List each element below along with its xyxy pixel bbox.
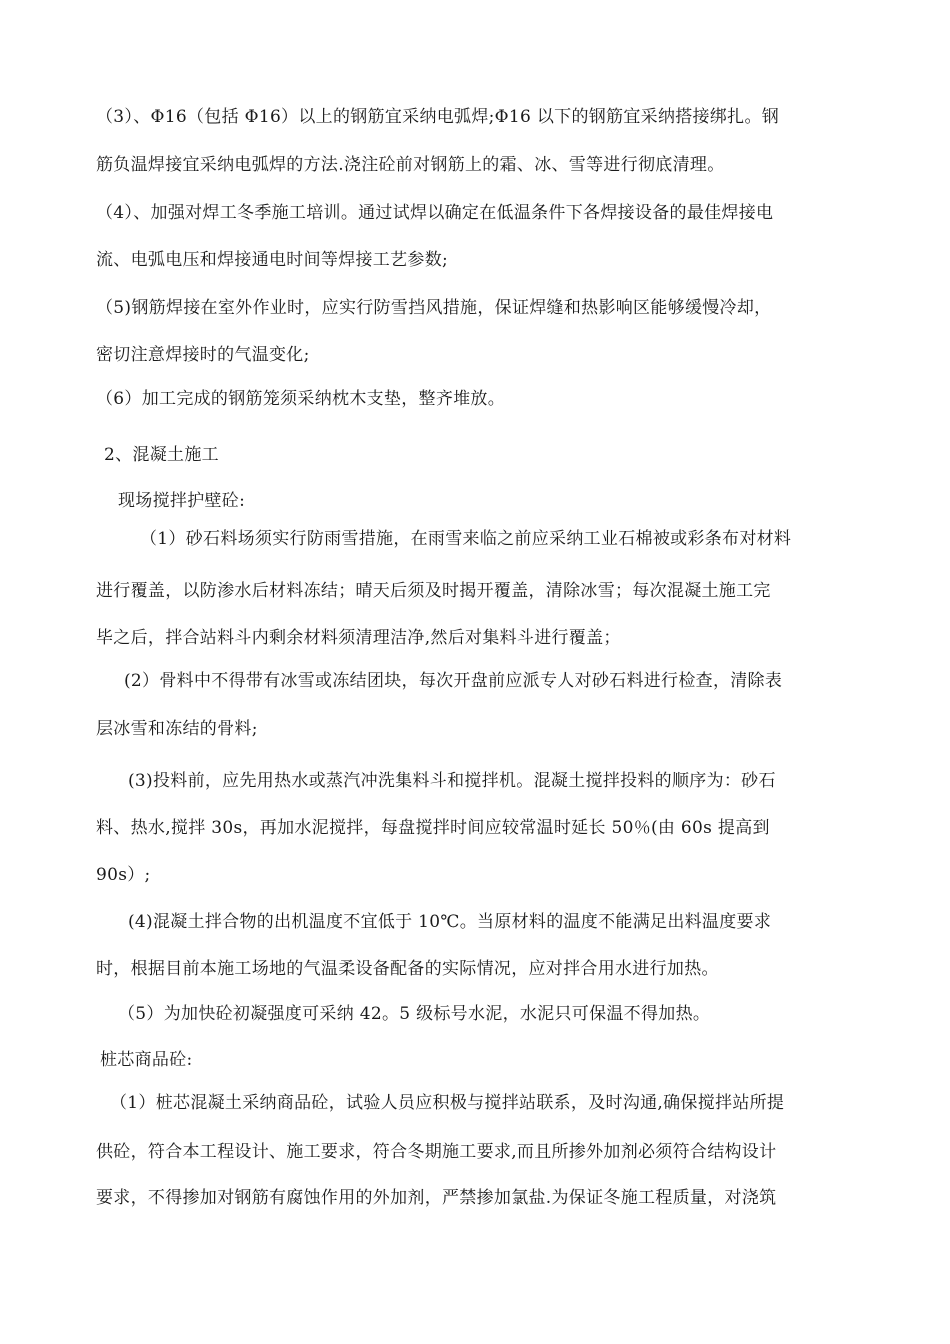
subsection-heading: 桩芯商品砼:	[100, 1050, 193, 1070]
paragraph-line: （1）桩芯混凝土采纳商品砼，试验人员应积极与搅拌站联系，及时沟通,确保搅拌站所提	[110, 1093, 785, 1113]
paragraph-line: 要求，不得掺加对钢筋有腐蚀作用的外加剂，严禁掺加氯盐.为保证冬施工程质量，对浇筑	[96, 1188, 777, 1208]
paragraph-line: （4）、加强对焊工冬季施工培训。通过试焊以确定在低温条件下各焊接设备的最佳焊接电	[96, 203, 774, 223]
paragraph-line: 时，根据目前本施工场地的气温柔设备配备的实际情况，应对拌合用水进行加热。	[96, 959, 719, 979]
paragraph-line: 供砼，符合本工程设计、施工要求，符合冬期施工要求,而且所掺外加剂必须符合结构设计	[96, 1142, 777, 1162]
paragraph-line: (4)混凝土拌合物的出机温度不宜低于 10℃。当原材料的温度不能满足出料温度要求	[128, 912, 772, 932]
paragraph-line: 料、热水,搅拌 30s，再加水泥搅拌，每盘搅拌时间应较常温时延长 50％(由 60s 提高到	[96, 818, 770, 838]
paragraph-line: （5)钢筋焊接在室外作业时，应实行防雪挡风措施，保证焊缝和热影响区能够缓慢冷却，	[96, 298, 772, 318]
paragraph-line: 流、电弧电压和焊接通电时间等焊接工艺参数;	[96, 250, 449, 270]
section-heading: 2、混凝土施工	[104, 445, 219, 465]
paragraph-line: （3）、Φ16（包括 Φ16）以上的钢筋宜采纳电弧焊;Φ16 以下的钢筋宜采纳搭接绑扎。钢	[96, 107, 780, 127]
paragraph-line: （5）为加快砼初凝强度可采纳 42。5 级标号水泥，水泥只可保温不得加热。	[118, 1004, 711, 1024]
paragraph-line: （1）砂石料场须实行防雨雪措施，在雨雪来临之前应采纳工业石棉被或彩条布对材料	[140, 529, 792, 549]
paragraph-line: 进行覆盖，以防渗水后材料冻结；晴天后须及时揭开覆盖，清除冰雪；每次混凝土施工完	[96, 581, 771, 601]
paragraph-line: (2）骨料中不得带有冰雪或冻结团块，每次开盘前应派专人对砂石料进行检查，清除表	[124, 671, 783, 691]
paragraph-line: 密切注意焊接时的气温变化;	[96, 345, 310, 365]
paragraph-line: 毕之后，拌合站料斗内剩余材料须清理洁净,然后对集料斗进行覆盖；	[96, 628, 621, 648]
paragraph-line: (3)投料前，应先用热水或蒸汽冲洗集料斗和搅拌机。混凝土搅拌投料的顺序为：砂石	[128, 771, 776, 791]
paragraph-line: 层冰雪和冻结的骨料;	[96, 719, 258, 739]
subsection-heading: 现场搅拌护壁砼:	[118, 491, 246, 511]
paragraph-line: （6）加工完成的钢筋笼须采纳枕木支垫，整齐堆放。	[96, 389, 506, 409]
paragraph-line: 筋负温焊接宜采纳电弧焊的方法.浇注砼前对钢筋上的霜、冰、雪等进行彻底清理。	[96, 155, 725, 175]
paragraph-line: 90s）;	[96, 865, 151, 885]
